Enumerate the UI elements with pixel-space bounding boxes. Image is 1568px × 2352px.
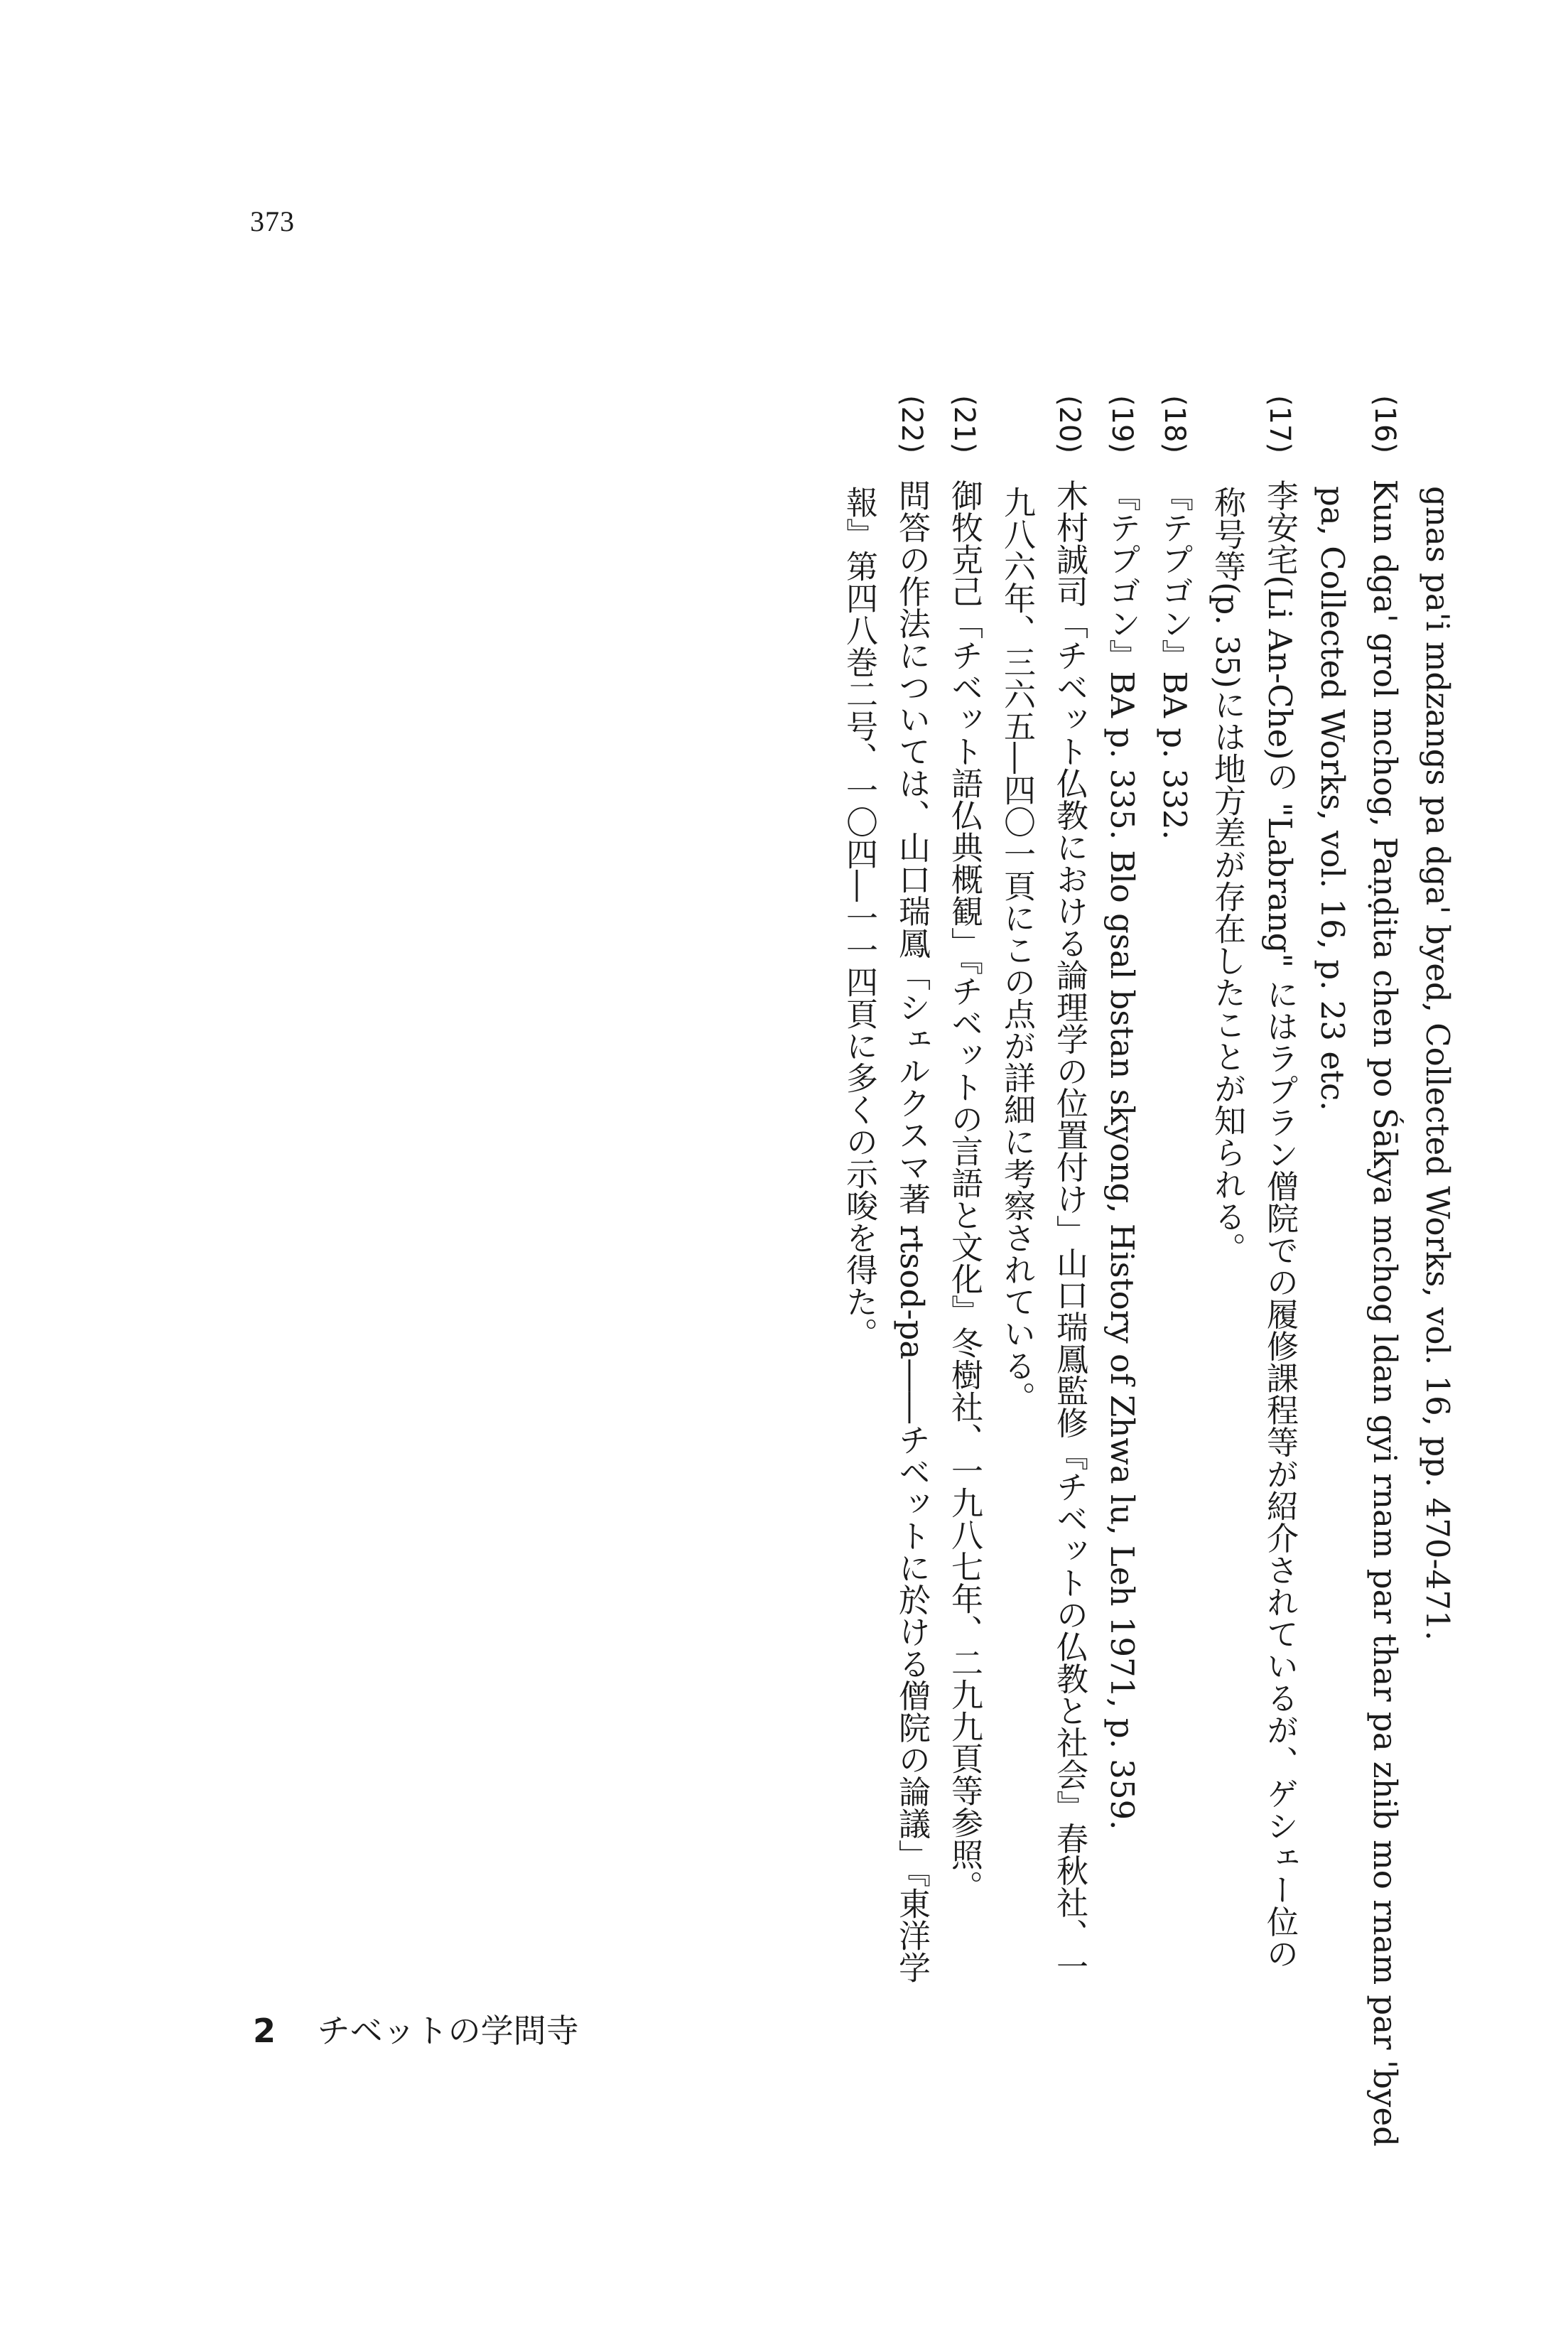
note-number: (22) xyxy=(895,395,928,454)
note-line xyxy=(1201,395,1253,2015)
note-line xyxy=(885,395,938,2015)
note-text: gnas pa'i mdzangs pa dga' byed, Collected Works, vol. 16, pp. 470-471. xyxy=(1419,486,1456,1641)
note-line xyxy=(1096,395,1148,2015)
note-text: 御牧克己「チベット語仏典概観」『チベットの言語と文化』冬樹社、一九八七年、二九九頁等参照。 xyxy=(946,479,983,1902)
note-text: Kun dga' grol mchog, Paṇḍita chen po Śākya mchog ldan gyi rnam par thar pa zhib mo rnam par 'byed xyxy=(1366,479,1404,2147)
note-text: 『テプゴン』BA p. 332. xyxy=(1156,479,1194,840)
note-text: 木村誠司「チベット仏教における論理学の位置付け」山口瑞鳳監修『チベットの仏教と社会』春秋社、一 xyxy=(1051,479,1088,1983)
endnotes-block xyxy=(838,395,1464,2147)
note-text: 報』第四八巻二号、一〇四―一一四頁に多くの示唆を得た。 xyxy=(840,486,878,1349)
note-line xyxy=(990,395,1043,2015)
note-line xyxy=(938,395,990,2015)
running-footer xyxy=(253,2005,579,2052)
note-number: (21) xyxy=(948,395,980,454)
note-number: (20) xyxy=(1053,395,1086,454)
note-line xyxy=(833,395,885,2015)
chapter-title: チベットの学問寺 xyxy=(317,2012,579,2050)
note-text: 李安宅(Li An-Che)の "Labrang" にはラプラン僧院での履修課程等が紹介されているが、ゲシェー位の xyxy=(1261,479,1299,1970)
note-text: pa, Collected Works, vol. 16, p. 23 etc. xyxy=(1314,486,1351,1111)
note-number: (18) xyxy=(1158,395,1191,454)
page-number: 373 xyxy=(250,205,295,237)
note-text: 『テプゴン』BA p. 335. Blo gsal bstan skyong, History of Zhwa lu, Leh 1971, p. 359. xyxy=(1103,479,1141,1830)
chapter-number: 2 xyxy=(253,2012,276,2050)
note-line xyxy=(1253,395,1306,2015)
note-number: (16) xyxy=(1368,395,1401,454)
note-number: (19) xyxy=(1105,395,1138,454)
note-line xyxy=(1306,395,1358,2015)
note-number: (17) xyxy=(1263,395,1296,454)
note-line xyxy=(1358,395,1411,2147)
note-text: 九八六年、三六五―四〇一頁にこの点が詳細に考察されている。 xyxy=(998,486,1036,1413)
note-text: 問答の作法については、山口瑞鳳「シェルクスマ著 rtsod-pa――チベットに於ける僧院の論議」『東洋学 xyxy=(893,479,931,1983)
note-line xyxy=(1411,395,1464,2015)
note-line xyxy=(1148,395,1201,2015)
note-line xyxy=(1043,395,1096,2015)
note-text: 称号等(p. 35)には地方差が存在したことが知られる。 xyxy=(1209,486,1246,1264)
